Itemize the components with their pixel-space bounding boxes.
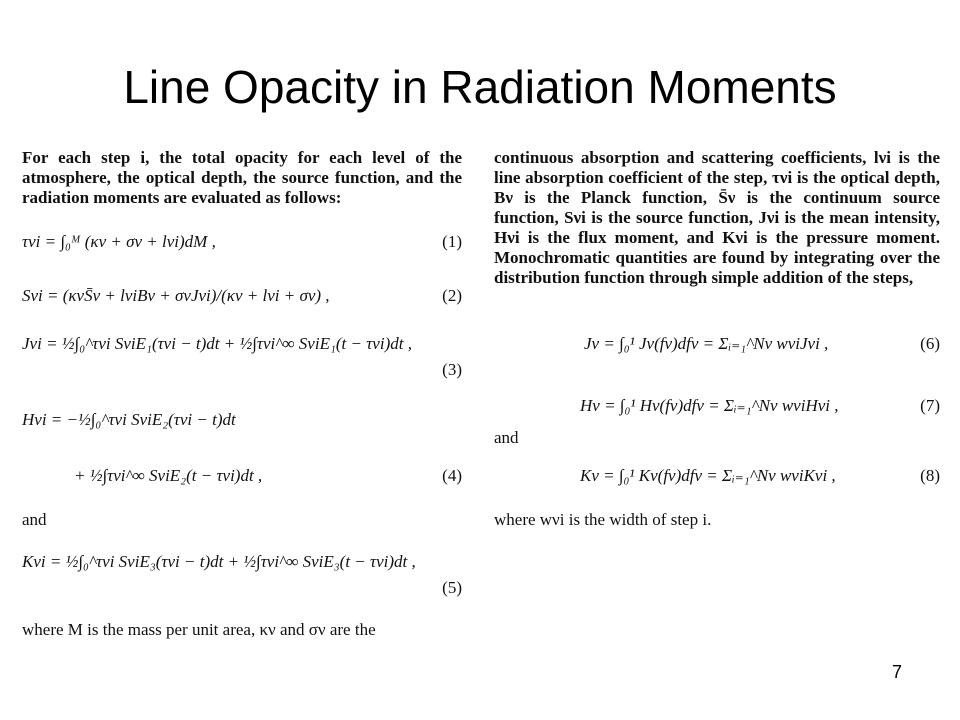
equation-4-line-2: [22, 466, 462, 486]
equation-7-number: (7): [920, 396, 940, 415]
equation-3-body: Jνi = ½∫₀^τνi SνiE₁(τνi − t)dt + ½∫τνi^∞ SνiE₁(t − τνi)dt ,: [22, 334, 412, 353]
equation-5-number: (5): [442, 578, 462, 597]
equation-4-line-2-body: + ½∫τνi^∞ SνiE₂(t − τνi)dt ,: [74, 466, 263, 485]
equation-4-number: (4): [442, 466, 462, 485]
equation-3-number: (3): [442, 360, 462, 379]
right-and-word: and: [494, 428, 519, 447]
equation-1-body: τνi = ∫₀ᴹ (κν + σν + lνi)dM ,: [22, 232, 216, 251]
equation-2-body: Sνi = (κνS̄ν + lνiBν + σνJνi)/(κν + lνi + σν) ,: [22, 286, 330, 305]
equation-4-line-1-body: Hνi = −½∫₀^τνi SνiE₂(τνi − t)dt: [22, 410, 236, 429]
equation-7-body: Hν = ∫₀¹ Hν(fν)dfν = Σᵢ₌₁^Nν wνiHνi ,: [580, 396, 839, 415]
page-number: 7: [891, 662, 902, 682]
equation-8-body: Kν = ∫₀¹ Kν(fν)dfν = Σᵢ₌₁^Nν wνiKνi ,: [580, 466, 836, 485]
equation-1-number: (1): [442, 232, 462, 251]
equation-8: [494, 466, 940, 486]
equation-7: [494, 396, 940, 416]
left-and-word: and: [22, 510, 47, 529]
right-closing-text: where wνi is the width of step i.: [494, 510, 712, 529]
equation-6-body: Jν = ∫₀¹ Jν(fν)dfν = Σᵢ₌₁^Nν wνiJνi ,: [584, 334, 829, 353]
equation-6-number: (6): [920, 334, 940, 353]
equation-5: [22, 552, 462, 597]
slide-title: Line Opacity in Radiation Moments: [123, 61, 837, 113]
equation-6: [494, 334, 940, 354]
left-column: [22, 148, 462, 639]
left-intro-paragraph: For each step i, the total opacity for each level of the atmosphere, the optical depth, the source function, and the radiation moments are evaluated as follows:: [22, 148, 462, 207]
equation-8-number: (8): [920, 466, 940, 485]
equation-4-line-1: [22, 410, 462, 430]
equation-3: [22, 334, 462, 379]
equation-2-number: (2): [442, 286, 462, 305]
right-column: [494, 148, 940, 529]
equation-2: [22, 286, 462, 306]
left-closing-text: where M is the mass per unit area, κν and σν are the: [22, 620, 376, 639]
right-intro-paragraph: continuous absorption and scattering coefficients, lνi is the line absorption coefficient of the step, τνi is the optical depth, Bν is the Planck function, S̄ν is the continuum source function, Sνi is the source function, Jνi is the mean intensity, Hνi is the flux moment, and Kνi is the pressure moment. Monochromatic quantities are found by integrating over the distribution function through simple addition of the steps,: [494, 148, 940, 287]
equation-5-body: Kνi = ½∫₀^τνi SνiE₃(τνi − t)dt + ½∫τνi^∞ SνiE₃(t − τνi)dt ,: [22, 552, 416, 571]
equation-1: [22, 232, 462, 252]
